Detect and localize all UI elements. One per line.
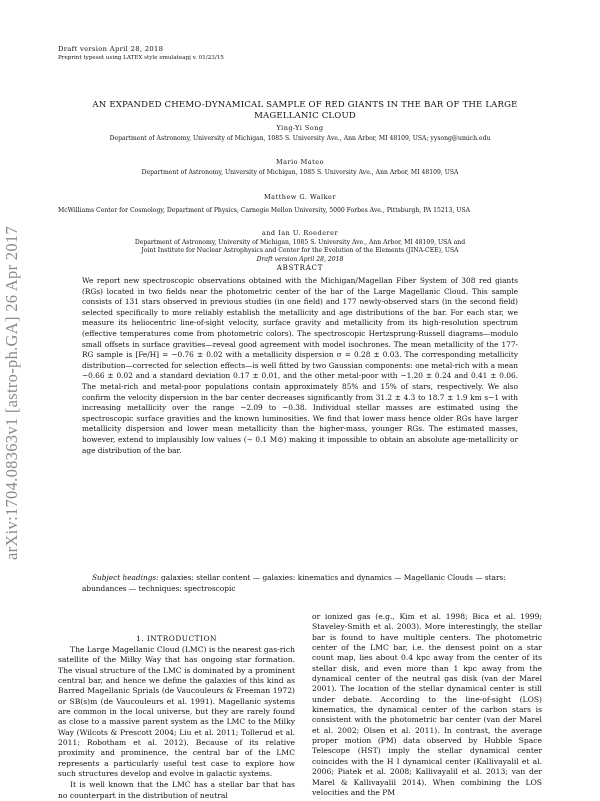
author-4: and Ian U. Roederer — [261, 229, 339, 237]
subject-headings — [82, 573, 518, 594]
draft-date: Draft version April 28, 2018 — [256, 256, 344, 263]
section-heading-introduction: 1. INTRODUCTION — [135, 634, 218, 643]
author-2: Mario Mateo — [275, 158, 325, 166]
left-column — [58, 645, 295, 801]
affiliation-4-line2: Joint Institute for Nuclear Astrophysics and Center for the Evolution of the Elements (JINA-CEE), USA — [141, 247, 459, 254]
paragraph: or ionized gas (e.g., Kim et al. 1998; Bica et al. 1999; Staveley-Smith et al. 2003). More interestingly, the stellar bar is found to have multiple centers. The photometric center of the LMC bar, i.e. the densest point on a star count map, lies about 0.4 kpc away from the center of its stellar disk, and even more than 1 kpc away from the dynamical center of the neutral gas disk (van der Marel 2001). The location of the stellar dynamical center is still under debate. According to the line-of-sight (LOS) kinematics, the dynamical center of the carbon stars is consistent with the photometric bar center (van der Marel et al. 2002; Olsen et al. 2011). In contrast, the average proper motion (PM) data observed by Hubble Space Telescope (HST) imply the stellar dynamical center coincides with the H I dynamical center (Kallivayalil et al. 2006; Piatek et al. 2008; Kallivayalil et al. 2013; van der Marel & Kallivayalil 2014). When combining the LOS velocities and the PM — [312, 612, 542, 797]
subject-headings-label: Subject headings: — [92, 573, 159, 582]
abstract-text: We report new spectroscopic observations obtained with the Michigan/Magellan Fiber System of 308 red giants (RGs) located in two fields near the photometric center of the bar of the Large Magellanic Cloud. This sample consists of 131 stars observed in previous studies (in one field) and 177 newly-observed stars (in the second field) selected specifically to more reliably establish the metallicity and age distributions of the bar. For each star, we measure its heliocentric line-of-sight velocity, surface gravity and metallicity from its high-resolution spectrum (effective temperatures come from photometric colors). The spectroscopic Hertzsprung-Russell diagrams—modulo small offsets in surface gravities—reveal good agreement with model isochrones. The mean metallicity of the 177-RG sample is [Fe/H] = −0.76 ± 0.02 with a metallicity dispersion σ = 0.28 ± 0.03. The corresponding metallicity distribution—corrected for selection effects—is well fitted by two Gaussian components: one metal-rich with a mean −0.66 ± 0.02 and a standard deviation 0.17 ± 0.01, and the other metal-poor with −1.20 ± 0.24 and 0.41 ± 0.06. The metal-rich and metal-poor populations contain approximately 85% and 15% of stars, respectively. We also confirm the velocity dispersion in the bar center decreases significantly from 31.2 ± 4.3 to 18.7 ± 1.9 km s−1 with increasing metallicity over the range −2.09 to −0.38. Individual stellar masses are estimated using the spectroscopic surface gravities and the known luminosities. We find that lower mass hence older RGs have larger metallicity dispersion and lower mean metallicity than the higher-mass, younger RGs. The estimated masses, however, extend to implausibly low values (∼ 0.1 M⊙) making it impossible to obtain an absolute age-metallicity or age distribution of the bar. — [82, 276, 518, 455]
paper-title: AN EXPANDED CHEMO-DYNAMICAL SAMPLE OF RED GIANTS IN THE BAR OF THE LARGE MAGELLANIC CLOUD — [92, 100, 518, 121]
affiliation-1: Department of Astronomy, University of Michigan, 1085 S. University Ave., Ann Arbor, MI 48109, USA; yysong@umich.edu — [109, 135, 491, 142]
affiliation-3: McWilliams Center for Cosmology, Department of Physics, Carnegie Mellon University, 5000 Forbes Ave., Pittsburgh, PA 15213, USA — [58, 207, 471, 214]
affiliation-4-line1: Department of Astronomy, University of Michigan, 1085 S. University Ave., Ann Arbor, MI 48109, USA and — [134, 239, 466, 246]
preprint-line: Preprint typeset using LATEX style emulateapj v. 01/23/15 — [58, 55, 224, 61]
author-3: Matthew G. Walker — [264, 193, 336, 201]
author-1: Ying-Yi Song — [276, 124, 324, 132]
arxiv-stamp-text[interactable]: arXiv:1704.08363v1 [astro-ph.GA] 26 Apr 2017 — [2, 226, 21, 560]
affiliation-2: Department of Astronomy, University of Michigan, 1085 S. University Ave., Ann Arbor, MI 48109, USA — [141, 169, 459, 176]
subject-headings-list: galaxies: stellar content — galaxies: kinematics and dynamics — Magellanic Clouds — stars: abundances — techniques: spectroscopic — [82, 573, 506, 593]
abstract-heading: ABSTRACT — [276, 264, 324, 272]
draft-version-line: Draft version April 28, 2018 — [58, 45, 164, 53]
paragraph: The Large Magellanic Cloud (LMC) is the nearest gas-rich satellite of the Milky Way that has ongoing star formation. The visual structure of the LMC is dominated by a prominent central bar, and hence we define the galaxies of this kind as Barred Magellanic Sprials (de Vaucouleurs & Freeman 1972) or SB(s)m (de Vaucouleurs et al. 1991). Magellanic systems are common in the local universe, but they are rarely found as close to a massive parent system as the LMC to the Milky Way (Wilcots & Prescott 2004; Liu et al. 2011; Tollerud et al. 2011; Robotham et al. 2012). Because of its relative proximity and prominence, the central bar of the LMC represents a particularly useful test case to explore how such structures develop and evolve in galactic systems. — [58, 645, 295, 779]
paragraph: It is well known that the LMC has a stellar bar that has no counterpart in the distribution of neutral — [58, 780, 295, 800]
right-column — [312, 612, 542, 798]
